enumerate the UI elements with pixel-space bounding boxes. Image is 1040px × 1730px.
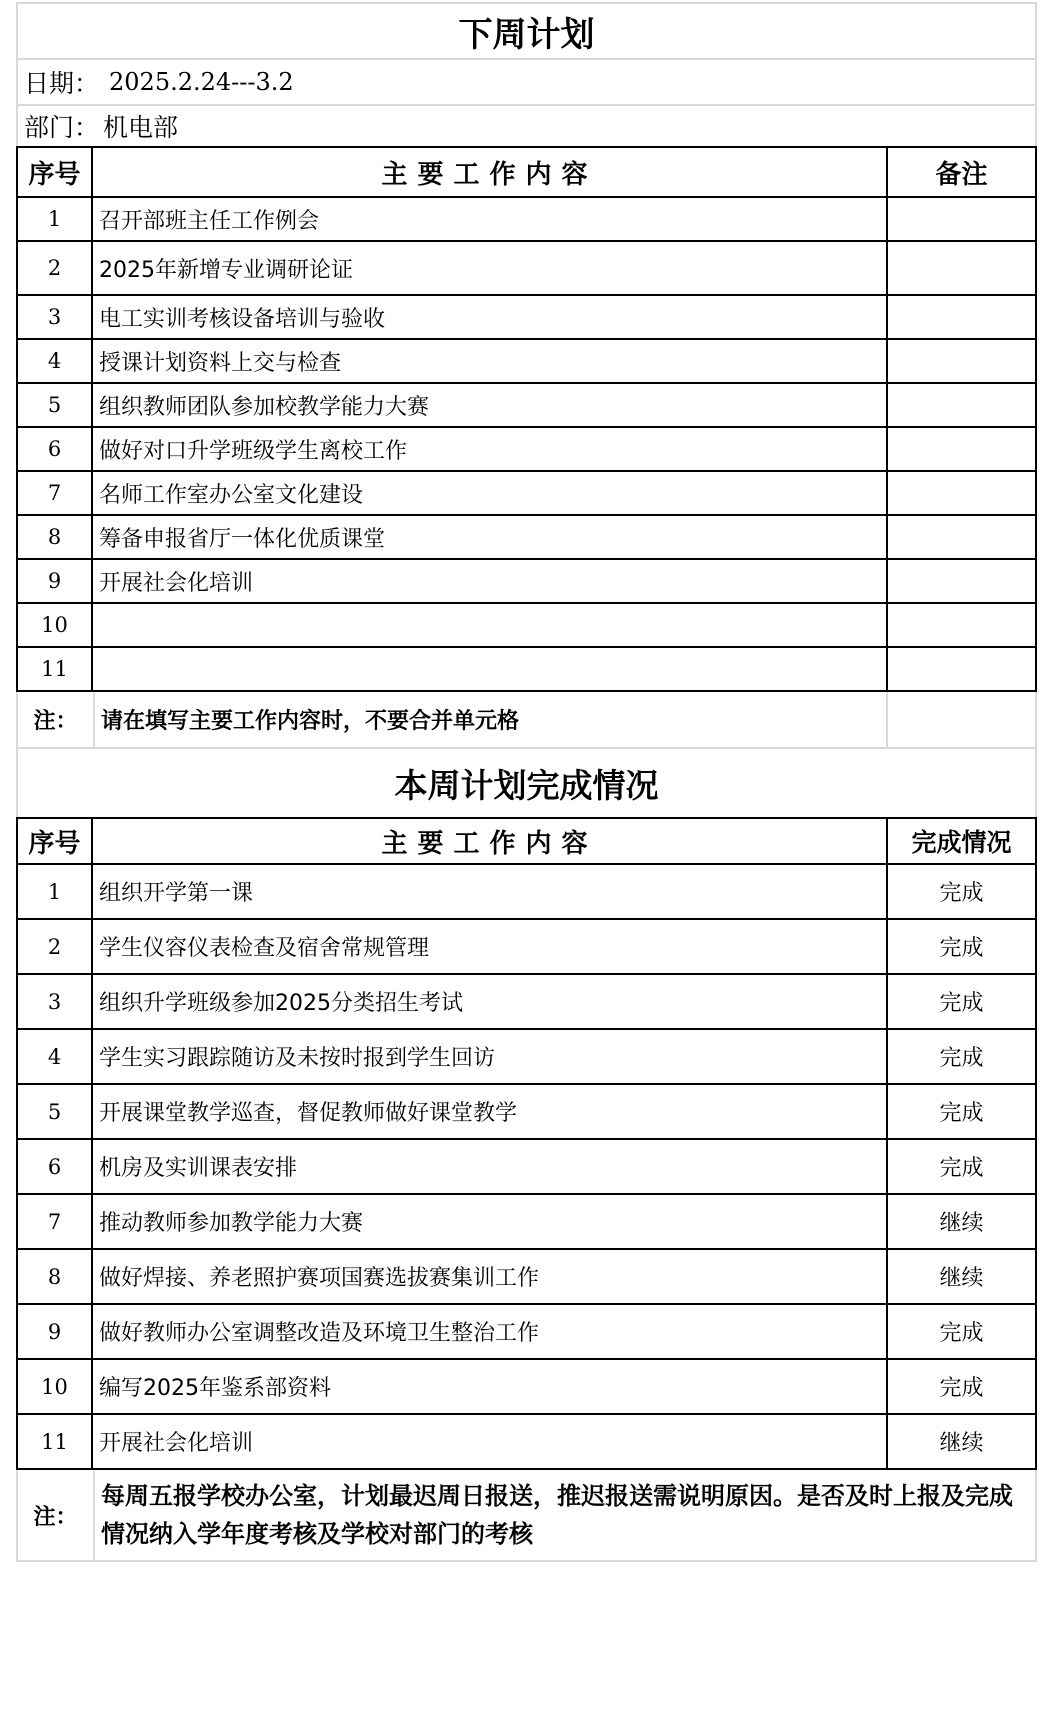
table-row — [16, 296, 1037, 340]
work-content-cell[interactable]: 开展社会化培训 — [93, 560, 888, 604]
work-content-cell[interactable]: 召开部班主任工作例会 — [93, 198, 888, 242]
remark-cell[interactable] — [888, 472, 1037, 516]
date-row — [16, 58, 1037, 104]
work-content-cell[interactable]: 名师工作室办公室文化建设 — [93, 472, 888, 516]
header-content-2: 主要工作内容 — [93, 819, 888, 865]
remark-cell[interactable] — [888, 340, 1037, 384]
department-field[interactable] — [18, 106, 1035, 146]
status-cell[interactable]: 完成 — [888, 1030, 1037, 1085]
work-content-cell[interactable]: 组织教师团队参加校教学能力大赛 — [93, 384, 888, 428]
row-number: 2 — [16, 920, 93, 975]
work-content-cell[interactable]: 开展社会化培训 — [93, 1415, 888, 1470]
row-number: 3 — [16, 296, 93, 340]
work-content-cell[interactable]: 组织开学第一课 — [93, 865, 888, 920]
header-remark: 备注 — [888, 148, 1037, 198]
table-row — [16, 472, 1037, 516]
status-cell[interactable]: 完成 — [888, 1305, 1037, 1360]
next-week-rows — [16, 198, 1037, 692]
next-week-title-row — [16, 2, 1037, 58]
table-row — [16, 1415, 1037, 1470]
table-row — [16, 516, 1037, 560]
work-content-cell[interactable]: 筹备申报省厅一体化优质课堂 — [93, 516, 888, 560]
table-row — [16, 648, 1037, 692]
next-week-table — [16, 146, 1037, 692]
work-content-cell[interactable]: 做好教师办公室调整改造及环境卫生整治工作 — [93, 1305, 888, 1360]
work-content-cell[interactable]: 编写2025年鉴系部资料 — [93, 1360, 888, 1415]
table-row — [16, 384, 1037, 428]
work-content-cell[interactable]: 开展课堂教学巡查，督促教师做好课堂教学 — [93, 1085, 888, 1140]
row-number: 4 — [16, 1030, 93, 1085]
remark-cell[interactable] — [888, 296, 1037, 340]
next-week-title: 下周计划 — [458, 14, 595, 55]
next-week-note-label: 注： — [16, 692, 93, 747]
next-week-note-row — [16, 692, 1037, 747]
work-content-cell[interactable]: 电工实训考核设备培训与验收 — [93, 296, 888, 340]
work-content-cell[interactable]: 推动教师参加教学能力大赛 — [93, 1195, 888, 1250]
row-number: 5 — [16, 384, 93, 428]
date-label: 日期： — [24, 69, 100, 98]
work-content-cell[interactable]: 授课计划资料上交与检查 — [93, 340, 888, 384]
table-row — [16, 1030, 1037, 1085]
row-number: 1 — [16, 865, 93, 920]
work-content-cell[interactable] — [93, 604, 888, 648]
department-value: 机电部 — [103, 113, 179, 142]
table-row — [16, 604, 1037, 648]
table-row — [16, 920, 1037, 975]
remark-cell[interactable] — [888, 560, 1037, 604]
next-week-note-remark[interactable] — [888, 692, 1037, 747]
this-week-note-text: 每周五报学校办公室，计划最迟周日报送，推迟报送需说明原因。是否及时上报及完成情况纳入学年度考核及学校对部门的考核 — [93, 1470, 1037, 1562]
table-row — [16, 1085, 1037, 1140]
table-row — [16, 865, 1037, 920]
remark-cell[interactable] — [888, 648, 1037, 692]
this-week-table — [16, 817, 1037, 1470]
row-number: 6 — [16, 1140, 93, 1195]
next-week-header-row — [16, 148, 1037, 198]
table-row — [16, 1250, 1037, 1305]
row-number: 10 — [16, 1360, 93, 1415]
remark-cell[interactable] — [888, 516, 1037, 560]
this-week-note-label: 注： — [16, 1470, 93, 1562]
date-value: 2025.2.24---3.2 — [109, 68, 294, 96]
status-cell[interactable]: 完成 — [888, 1360, 1037, 1415]
row-number: 9 — [16, 1305, 93, 1360]
status-cell[interactable]: 完成 — [888, 975, 1037, 1030]
this-week-note-row — [16, 1470, 1037, 1562]
work-content-cell[interactable]: 做好对口升学班级学生离校工作 — [93, 428, 888, 472]
remark-cell[interactable] — [888, 604, 1037, 648]
header-content: 主要工作内容 — [93, 148, 888, 198]
work-content-cell[interactable]: 组织升学班级参加2025分类招生考试 — [93, 975, 888, 1030]
row-number: 1 — [16, 198, 93, 242]
row-number: 8 — [16, 1250, 93, 1305]
status-cell[interactable]: 继续 — [888, 1415, 1037, 1470]
row-number: 5 — [16, 1085, 93, 1140]
work-content-cell[interactable]: 机房及实训课表安排 — [93, 1140, 888, 1195]
status-cell[interactable]: 完成 — [888, 1085, 1037, 1140]
this-week-title: 本周计划完成情况 — [394, 765, 659, 805]
department-label: 部门： — [24, 113, 100, 142]
this-week-rows — [16, 865, 1037, 1470]
row-number: 8 — [16, 516, 93, 560]
table-row — [16, 1195, 1037, 1250]
row-number: 7 — [16, 472, 93, 516]
status-cell[interactable]: 继续 — [888, 1195, 1037, 1250]
work-content-cell[interactable]: 学生实习跟踪随访及未按时报到学生回访 — [93, 1030, 888, 1085]
table-row — [16, 428, 1037, 472]
row-number: 2 — [16, 242, 93, 296]
table-row — [16, 242, 1037, 296]
status-cell[interactable]: 完成 — [888, 865, 1037, 920]
row-number: 10 — [16, 604, 93, 648]
row-number: 6 — [16, 428, 93, 472]
remark-cell[interactable] — [888, 384, 1037, 428]
next-week-note-text: 请在填写主要工作内容时，不要合并单元格 — [93, 692, 888, 747]
remark-cell[interactable] — [888, 198, 1037, 242]
table-row — [16, 1305, 1037, 1360]
row-number: 11 — [16, 1415, 93, 1470]
row-number: 3 — [16, 975, 93, 1030]
remark-cell[interactable] — [888, 428, 1037, 472]
work-content-cell[interactable] — [93, 648, 888, 692]
work-content-cell[interactable]: 2025年新增专业调研论证 — [93, 242, 888, 296]
work-content-cell[interactable]: 做好焊接、养老照护赛项国赛选拔赛集训工作 — [93, 1250, 888, 1305]
remark-cell[interactable] — [888, 242, 1037, 296]
this-week-header-row — [16, 819, 1037, 865]
work-content-cell[interactable]: 学生仪容仪表检查及宿舍常规管理 — [93, 920, 888, 975]
date-field[interactable] — [18, 60, 1035, 104]
table-row — [16, 560, 1037, 604]
status-cell[interactable]: 完成 — [888, 920, 1037, 975]
table-row — [16, 1140, 1037, 1195]
status-cell[interactable]: 完成 — [888, 1140, 1037, 1195]
status-cell[interactable]: 继续 — [888, 1250, 1037, 1305]
row-number: 9 — [16, 560, 93, 604]
header-no-2: 序号 — [16, 819, 93, 865]
table-row — [16, 1360, 1037, 1415]
row-number: 4 — [16, 340, 93, 384]
header-no: 序号 — [16, 148, 93, 198]
table-row — [16, 198, 1037, 242]
plan-sheet — [16, 2, 1037, 1562]
table-row — [16, 975, 1037, 1030]
row-number: 11 — [16, 648, 93, 692]
row-number: 7 — [16, 1195, 93, 1250]
table-row — [16, 340, 1037, 384]
this-week-title-row — [16, 747, 1037, 817]
department-row — [16, 104, 1037, 146]
header-status: 完成情况 — [888, 819, 1037, 865]
